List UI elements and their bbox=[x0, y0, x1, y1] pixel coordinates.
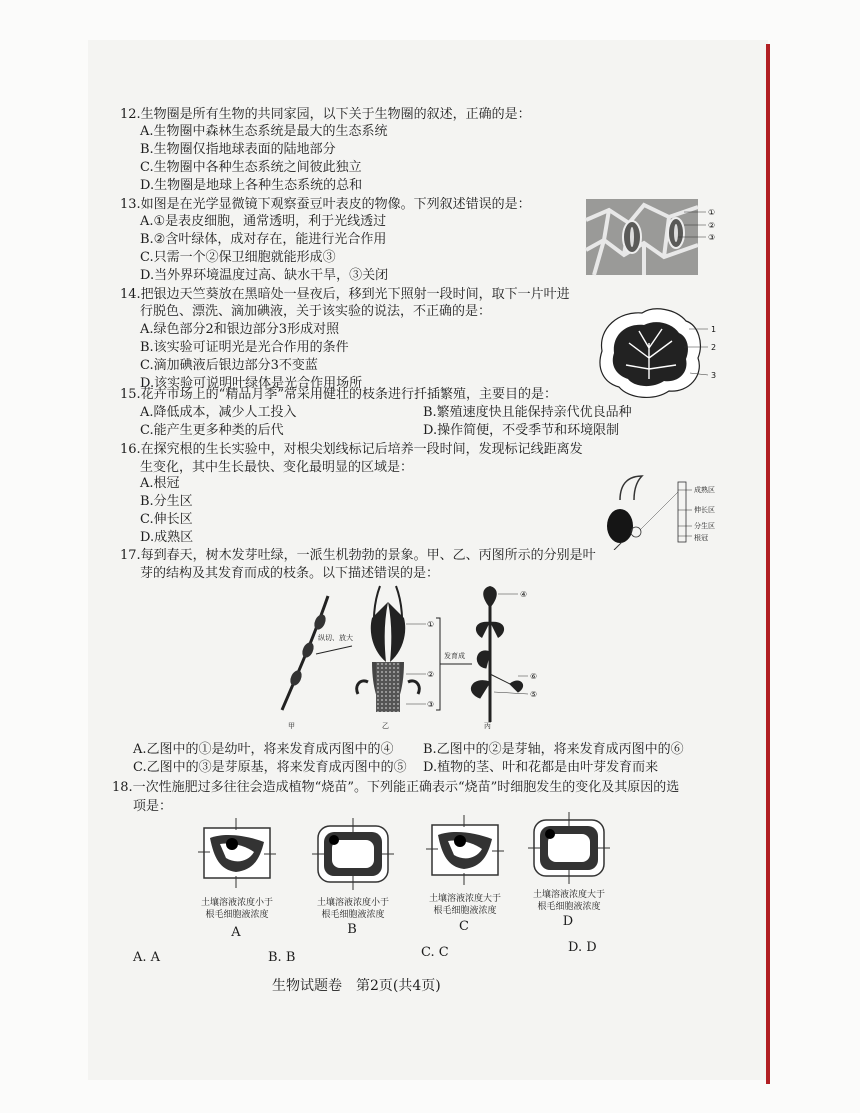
q18-caption-b-line2: 根毛细胞液浓度 bbox=[321, 910, 385, 920]
q18-figure-letter-c: C bbox=[459, 919, 469, 934]
q13-stem: 13.如图是在光学显微镜下观察蚕豆叶表皮的物像。下列叙述错误的是： bbox=[120, 197, 531, 212]
q13-label-1: ① bbox=[708, 208, 716, 217]
q17-option-b: B.乙图中的②是芽轴，将来发育成丙图中的⑥ bbox=[423, 742, 684, 757]
q17-label-jia: 甲 bbox=[288, 722, 295, 730]
q17-mark-1: ① bbox=[427, 620, 435, 629]
q14-stem-line1: 14.把银边天竺葵放在黑暗处一昼夜后，移到光下照射一段时间，取下一片叶进 bbox=[120, 287, 570, 302]
q17-mark-4: ④ bbox=[520, 590, 528, 599]
q14-option-b: B.该实验可证明光是光合作用的条件 bbox=[140, 340, 349, 355]
q17-stem-line1: 17.每到春天，树木发芽吐绿，一派生机勃勃的景象。甲、乙、丙图所示的分别是叶 bbox=[120, 548, 596, 563]
q14-leaf-figure bbox=[594, 303, 724, 403]
q17-label-yi: 乙 bbox=[382, 722, 389, 730]
q17-label-bing: 丙 bbox=[484, 722, 491, 730]
q18-caption-d-line1: 土壤溶液浓度大于 bbox=[532, 890, 605, 900]
q16-stem-line2: 生变化，其中生长最快、变化最明显的区域是： bbox=[140, 460, 414, 475]
q18-cell-a bbox=[196, 818, 278, 890]
q14-option-c: C.滴加碘液后银边部分3不变蓝 bbox=[140, 358, 318, 373]
q17-mark-6: ⑥ bbox=[530, 672, 538, 681]
q13-option-a: A.①是表皮细胞，通常透明，利于光线透过 bbox=[140, 214, 387, 229]
q12-stem: 12.生物圈是所有生物的共同家园，以下关于生物圈的叙述，正确的是： bbox=[120, 107, 531, 122]
q13-option-d: D.当外界环境温度过高、缺水干旱，③关闭 bbox=[140, 268, 389, 283]
q16-option-b: B.分生区 bbox=[140, 494, 193, 509]
q18-caption-a-line2: 根毛细胞液浓度 bbox=[205, 910, 269, 920]
q17-arrow-label-develop: 发育成 bbox=[444, 652, 465, 660]
q17-stem-line2: 芽的结构及其发育而成的枝条。以下描述错误的是： bbox=[140, 566, 440, 581]
q16-option-a: A.根冠 bbox=[140, 476, 180, 491]
q18-option-c: C. C bbox=[421, 945, 449, 960]
page-edge-line bbox=[766, 44, 770, 1084]
q17-mark-2: ② bbox=[427, 670, 435, 679]
q18-caption-c-line2: 根毛细胞液浓度 bbox=[433, 906, 497, 916]
q16-root-figure bbox=[600, 470, 724, 550]
page-footer: 生物试题卷 第2页(共4页) bbox=[272, 978, 441, 994]
q16-label-meristem-zone: 分生区 bbox=[694, 522, 715, 530]
q13-label-3: ③ bbox=[708, 233, 716, 242]
q16-label-root-cap: 根冠 bbox=[694, 534, 708, 542]
q18-cell-b bbox=[312, 818, 394, 890]
q18-caption-d-line2: 根毛细胞液浓度 bbox=[537, 902, 601, 912]
q16-label-mature-zone: 成熟区 bbox=[694, 486, 715, 494]
q13-option-c: C.只需一个②保卫细胞就能形成③ bbox=[140, 250, 336, 265]
q15-stem: 15.花卉市场上的“精品月季”常采用健壮的枝条进行扦插繁殖，主要目的是： bbox=[120, 387, 557, 402]
q13-label-2: ② bbox=[708, 221, 716, 230]
q16-option-c: C.伸长区 bbox=[140, 512, 193, 527]
q13-epidermis-figure bbox=[584, 195, 724, 285]
q17-arrow-label-section: 纵切、放大 bbox=[318, 634, 353, 642]
q15-option-c: C.能产生更多种类的后代 bbox=[140, 423, 284, 438]
q18-stem-line2: 项是： bbox=[133, 799, 173, 814]
q18-option-d: D. D bbox=[568, 940, 597, 955]
q12-option-d: D.生物圈是地球上各种生态系统的总和 bbox=[140, 178, 363, 193]
q18-option-a: A. A bbox=[133, 950, 161, 965]
q15-option-a: A.降低成本，减少人工投入 bbox=[140, 405, 297, 420]
q17-mark-3: ③ bbox=[427, 700, 435, 709]
q18-caption-a-line1: 土壤溶液浓度小于 bbox=[200, 898, 273, 908]
q12-option-a: A.生物圈中森林生态系统是最大的生态系统 bbox=[140, 124, 388, 139]
q18-figure-letter-a: A bbox=[231, 925, 241, 940]
q18-caption-b-line1: 土壤溶液浓度小于 bbox=[316, 898, 389, 908]
q18-stem-line1: 18.一次性施肥过多往往会造成植物“烧苗”。下列能正确表示“烧苗”时细胞发生的变化及其原因的选 bbox=[112, 780, 680, 795]
q16-stem-line1: 16.在探究根的生长实验中，对根尖划线标记后培养一段时间，发现标记线距离发 bbox=[120, 442, 583, 457]
q15-option-d: D.操作简便，不受季节和环境限制 bbox=[423, 423, 620, 438]
q12-option-c: C.生物圈中各种生态系统之间彼此独立 bbox=[140, 160, 362, 175]
q14-stem-line2: 行脱色、漂洗、滴加碘液，关于该实验的说法，不正确的是： bbox=[140, 304, 492, 319]
q15-option-b: B.繁殖速度快且能保持亲代优良品种 bbox=[423, 405, 632, 420]
q17-option-d: D.植物的茎、叶和花都是由叶芽发育而来 bbox=[423, 760, 659, 775]
q14-label-1: 1 bbox=[711, 325, 717, 334]
q14-label-2: 2 bbox=[711, 343, 717, 352]
q17-mark-5: ⑤ bbox=[530, 690, 538, 699]
q16-label-elongation-zone: 伸长区 bbox=[694, 506, 715, 514]
q18-cell-d bbox=[528, 812, 610, 884]
q17-option-c: C.乙图中的③是芽原基，将来发育成丙图中的⑤ bbox=[133, 760, 407, 775]
q17-bud-figure bbox=[276, 582, 546, 734]
q12-option-b: B.生物圈仅指地球表面的陆地部分 bbox=[140, 142, 336, 157]
q18-figure-letter-b: B bbox=[347, 922, 357, 937]
q18-caption-c-line1: 土壤溶液浓度大于 bbox=[428, 894, 501, 904]
q18-figure-letter-d: D bbox=[562, 914, 574, 929]
q14-option-a: A.绿色部分2和银边部分3形成对照 bbox=[140, 322, 340, 337]
q14-label-3: 3 bbox=[711, 371, 717, 380]
q14-option-d: D.该实验可说明叶绿体是光合作用场所 bbox=[140, 376, 363, 391]
q17-option-a: A.乙图中的①是幼叶，将来发育成丙图中的④ bbox=[133, 742, 394, 757]
q18-option-b: B. B bbox=[268, 950, 296, 965]
q13-option-b: B.②含叶绿体，成对存在，能进行光合作用 bbox=[140, 232, 387, 247]
q16-option-d: D.成熟区 bbox=[140, 530, 194, 545]
q18-cell-c bbox=[424, 815, 506, 887]
